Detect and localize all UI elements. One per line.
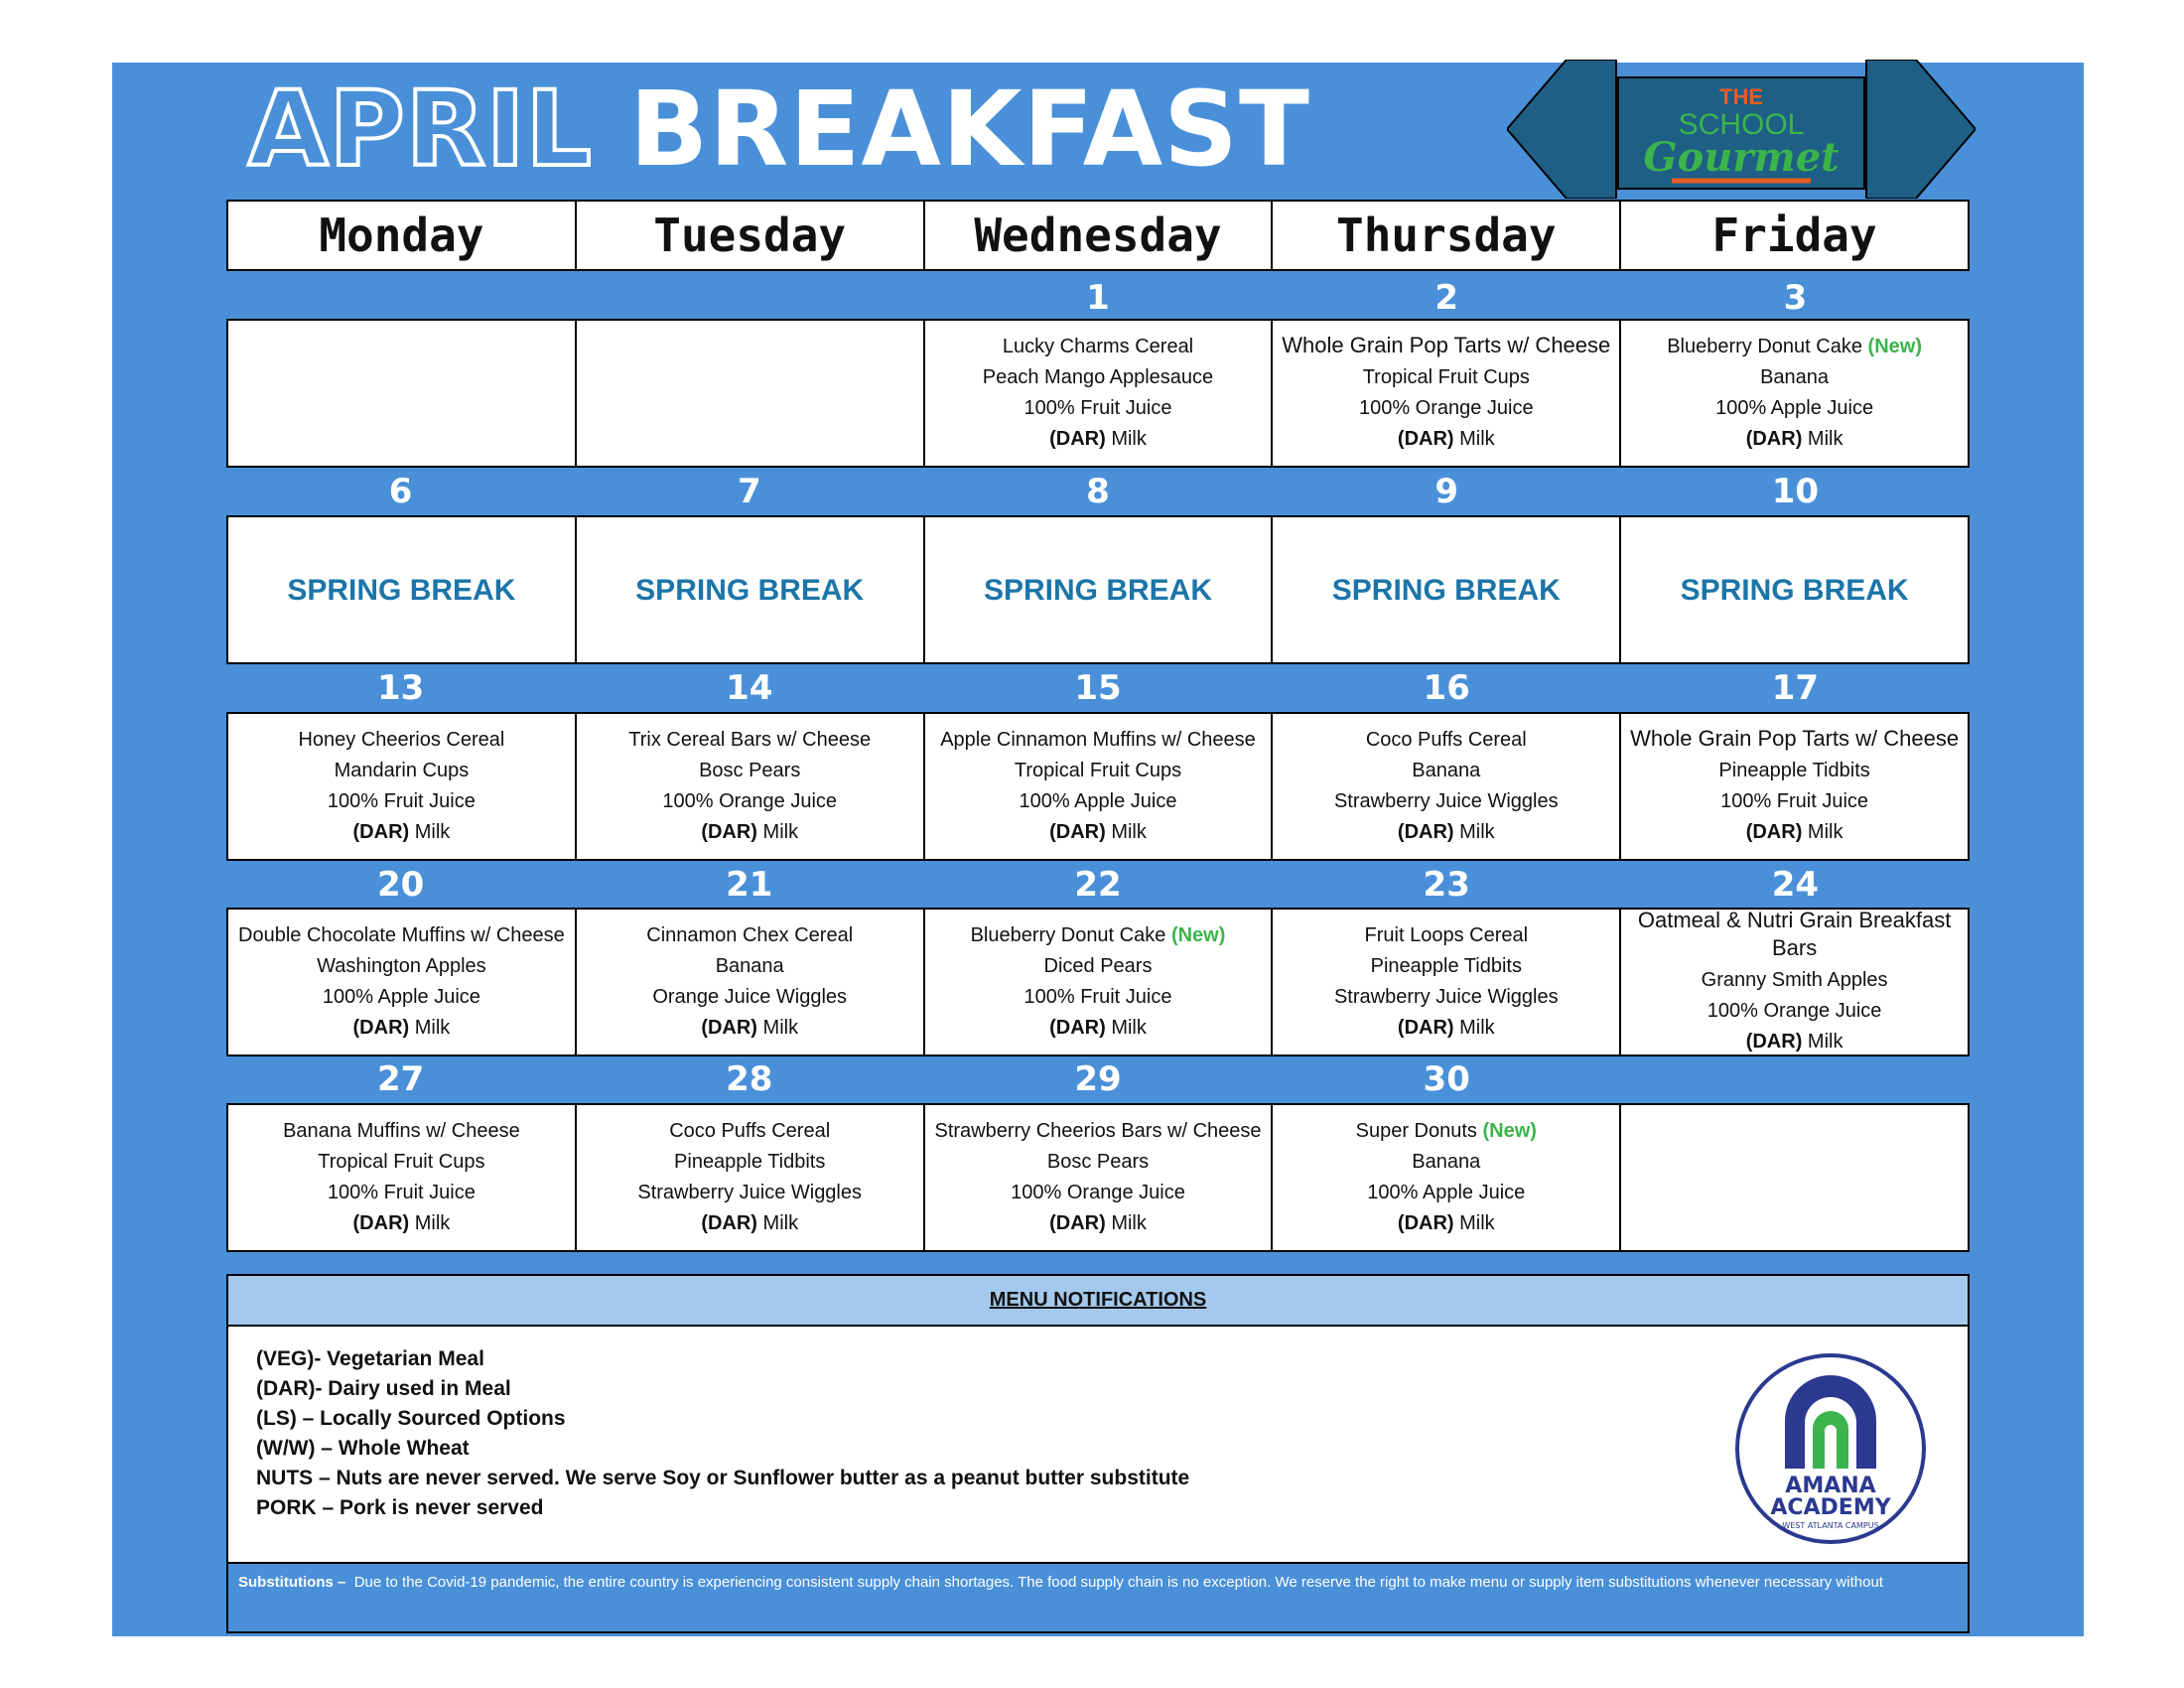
menu-item (940, 725, 1256, 756)
menu-item-text: Double Chocolate Muffins w/ Cheese (238, 924, 565, 946)
menu-item-text: 100% Fruit Juice (327, 1182, 476, 1203)
date-number: 7 (737, 472, 761, 511)
date-number-row (226, 668, 1970, 708)
substitutions-note (226, 1562, 1970, 1633)
notification-line: (VEG)- Vegetarian Meal (256, 1347, 484, 1370)
menu-cell (1273, 714, 1621, 859)
menu-main-item: Oatmeal & Nutri Grain Breakfast Bars (1637, 910, 1952, 960)
menu-cell (1621, 910, 1968, 1055)
menu-item (701, 1208, 798, 1239)
menu-item (971, 920, 1226, 951)
menu-item (1334, 786, 1559, 817)
menu-item (283, 1116, 520, 1147)
menu-item-text: 100% Apple Juice (322, 986, 480, 1008)
menu-cell (228, 321, 577, 466)
menu-item-text: 100% Fruit Juice (1024, 986, 1172, 1008)
menu-week-row (226, 319, 1970, 468)
menu-item (1398, 1208, 1495, 1239)
menu-cell (925, 1105, 1274, 1250)
menu-item-text: Strawberry Juice Wiggles (1333, 986, 1559, 1008)
date-number: 8 (1086, 472, 1110, 511)
amana-campus: WEST ATLANTA CAMPUS (1782, 1521, 1879, 1530)
menu-item (1356, 1116, 1537, 1147)
menu-item-text: Tropical Fruit Cups (318, 1151, 485, 1173)
menu-cell (577, 910, 925, 1055)
menu-item (1371, 951, 1522, 982)
amana-academy-logo (1733, 1351, 1928, 1546)
menu-item (328, 1178, 476, 1208)
dar-tag: (DAR) (1397, 428, 1454, 450)
menu-item (1746, 424, 1843, 455)
menu-cell (1621, 714, 1968, 859)
logo-gourmet: Gourmet (1643, 134, 1840, 181)
menu-item (628, 725, 871, 756)
menu-item-text: Trix Cereal Bars w/ Cheese (628, 729, 872, 751)
spring-break-label: SPRING BREAK (287, 573, 516, 607)
menu-item-text: Apple Cinnamon Muffins w/ Cheese (940, 729, 1256, 751)
menu-main-item: Whole Grain Pop Tarts w/ Cheese (1630, 726, 1960, 751)
menu-cell (228, 910, 577, 1055)
menu-item-text: 100% Fruit Juice (1720, 790, 1869, 812)
menu-item-text: Washington Apples (317, 955, 486, 977)
new-badge: (New) (1482, 1120, 1537, 1142)
menu-item-text: Banana (1412, 1151, 1481, 1173)
menu-cell (1273, 1105, 1621, 1250)
dar-tag: (DAR) (701, 1212, 757, 1234)
menu-item (1047, 1147, 1149, 1178)
menu-item (1412, 756, 1480, 786)
menu-item (1049, 817, 1147, 848)
menu-week-row (226, 908, 1970, 1056)
date-number-row (226, 472, 1970, 511)
menu-cell (925, 321, 1274, 466)
date-number: 13 (376, 668, 425, 708)
menu-item-text: Super Donuts (1355, 1120, 1477, 1142)
date-number: 10 (1771, 472, 1820, 511)
menu-item-text: Bosc Pears (699, 760, 801, 781)
menu-item-text: Strawberry Cheerios Bars w/ Cheese (934, 1120, 1262, 1142)
menu-item (1412, 1147, 1480, 1178)
date-number: 27 (376, 1059, 425, 1099)
spring-break-label: SPRING BREAK (983, 573, 1212, 607)
new-badge: (New) (1867, 336, 1922, 357)
menu-item (353, 1013, 451, 1044)
menu-item-text: Milk (1807, 1031, 1843, 1053)
day-monday: Monday (228, 202, 577, 269)
date-number: 2 (1434, 278, 1459, 318)
menu-item (1367, 1178, 1525, 1208)
menu-item (1049, 1208, 1147, 1239)
menu-item-text: Banana (1412, 760, 1481, 781)
menu-item-text: Banana (715, 955, 784, 977)
notification-line: NUTS – Nuts are never served. We serve Soy or Sunflower butter as a peanut butter substitute (256, 1467, 1190, 1489)
menu-item-text: Milk (414, 1212, 451, 1234)
menu-item (353, 817, 451, 848)
dar-tag: (DAR) (1745, 1031, 1803, 1053)
menu-item-text: Pineapple Tidbits (1718, 760, 1870, 781)
notification-line: (LS) – Locally Sourced Options (256, 1407, 566, 1430)
date-number: 9 (1434, 472, 1459, 511)
day-tuesday: Tuesday (577, 202, 925, 269)
menu-item-text: Blueberry Donut Cake (970, 924, 1166, 946)
date-number: 30 (1423, 1059, 1470, 1099)
menu-item (298, 725, 504, 756)
dar-tag: (DAR) (352, 1212, 410, 1234)
menu-cell (577, 321, 925, 466)
menu-item-text: Milk (1459, 1017, 1495, 1039)
menu-item-text: Orange Juice Wiggles (652, 986, 848, 1008)
menu-item (1365, 920, 1529, 951)
menu-week-row (226, 712, 1970, 861)
menu-item (983, 362, 1213, 393)
substitutions-text: Due to the Covid-19 pandemic, the entire country is experiencing consistent supply chain shortages. The food supply chain is no exception. We reserve the right to make menu or supply item substitutions whenever necessary without (353, 1574, 1883, 1591)
menu-item (1359, 393, 1534, 424)
menu-item-text: 100% Fruit Juice (1024, 397, 1172, 419)
menu-cell (577, 1105, 925, 1250)
menu-item-text: Milk (1807, 821, 1843, 843)
menu-item-text: Honey Cheerios Cereal (298, 729, 505, 751)
dar-tag: (DAR) (701, 821, 757, 843)
menu-item (699, 756, 800, 786)
logo-school: SCHOOL (1678, 108, 1805, 141)
menu-cell (1621, 1105, 1968, 1250)
date-number: 6 (388, 472, 413, 511)
menu-item (934, 1116, 1261, 1147)
menu-item-text: Coco Puffs Cereal (669, 1120, 831, 1142)
menu-item-text: Milk (762, 821, 799, 843)
menu-item (323, 982, 480, 1013)
notifications-title: MENU NOTIFICATIONS (226, 1274, 1970, 1327)
menu-item (701, 817, 798, 848)
substitutions-label: Substitutions – (238, 1574, 346, 1591)
menu-item (328, 786, 476, 817)
menu-item-text: 100% Apple Juice (1367, 1182, 1526, 1203)
day-friday: Friday (1711, 209, 1877, 262)
menu-item (674, 1147, 825, 1178)
dar-tag: (DAR) (701, 1017, 757, 1039)
menu-cell (1621, 321, 1968, 466)
menu-cell (228, 714, 577, 859)
menu-notifications (226, 1274, 1970, 1633)
menu-item (652, 982, 847, 1013)
menu-item (1049, 1013, 1147, 1044)
date-number-row (226, 865, 1970, 905)
menu-item-text: Milk (1807, 428, 1843, 450)
menu-item-text: 100% Fruit Juice (327, 790, 476, 812)
menu-item-text: 100% Orange Juice (1706, 1000, 1882, 1022)
menu-item (1746, 817, 1843, 848)
menu-item-text: Banana Muffins w/ Cheese (283, 1120, 520, 1142)
dar-tag: (DAR) (1397, 1017, 1454, 1039)
menu-item-text: Pineapple Tidbits (674, 1151, 826, 1173)
date-number: 24 (1771, 865, 1820, 905)
spring-break-label: SPRING BREAK (1331, 573, 1561, 607)
menu-item-text: Peach Mango Applesauce (982, 366, 1214, 388)
day-wednesday: Wednesday (925, 202, 1274, 269)
menu-item-text: Granny Smith Apples (1701, 969, 1888, 991)
menu-item (662, 786, 837, 817)
menu-item-text: 100% Orange Juice (662, 790, 838, 812)
dar-tag: (DAR) (1745, 821, 1803, 843)
dar-tag: (DAR) (1049, 1017, 1106, 1039)
menu-item (1746, 1027, 1843, 1055)
menu-item (1044, 951, 1153, 982)
date-number: 3 (1783, 278, 1808, 318)
title-month: APRIL (248, 69, 593, 190)
menu-item (1024, 393, 1172, 424)
menu-cell (1621, 517, 1968, 662)
date-number: 1 (1086, 278, 1110, 318)
new-badge: (New) (1170, 924, 1226, 946)
menu-item-text: Milk (414, 821, 451, 843)
menu-item (646, 920, 853, 951)
menu-item-text: Diced Pears (1043, 955, 1153, 977)
logo-the: THE (1719, 84, 1763, 109)
notification-line: (W/W) – Whole Wheat (256, 1437, 470, 1460)
menu-cell (925, 517, 1274, 662)
menu-item (1363, 362, 1530, 393)
menu-item-text: Milk (1111, 428, 1147, 450)
date-number: 15 (1074, 668, 1122, 708)
menu-item-text: Fruit Loops Cereal (1364, 924, 1529, 946)
menu-item-text: Milk (1459, 1212, 1495, 1234)
title-meal: BREAKFAST (628, 69, 1310, 190)
menu-item-text: 100% Apple Juice (1019, 790, 1177, 812)
day-thursday: Thursday (1273, 202, 1621, 269)
school-gourmet-logo (1507, 60, 1976, 199)
date-number (226, 278, 575, 318)
menu-item (1398, 817, 1495, 848)
menu-item-text: Milk (1111, 821, 1147, 843)
dar-tag: (DAR) (1397, 821, 1454, 843)
menu-item-text: Pineapple Tidbits (1370, 955, 1522, 977)
menu-item (238, 920, 565, 951)
date-number: 21 (726, 865, 773, 905)
spring-break-label: SPRING BREAK (1680, 573, 1909, 607)
dar-tag: (DAR) (1745, 428, 1803, 450)
menu-item (1667, 332, 1922, 362)
dar-tag: (DAR) (1049, 821, 1106, 843)
menu-item-text: Milk (1459, 821, 1495, 843)
spring-break-label: SPRING BREAK (635, 573, 865, 607)
menu-item (1366, 725, 1527, 756)
menu-item (317, 951, 485, 982)
menu-item-text: Tropical Fruit Cups (1362, 366, 1530, 388)
menu-item (716, 951, 784, 982)
menu-item (1024, 982, 1172, 1013)
menu-item-text: Tropical Fruit Cups (1014, 760, 1182, 781)
menu-item-text: Milk (1111, 1017, 1147, 1039)
menu-item-text: Banana (1760, 366, 1830, 388)
date-number: 20 (376, 865, 425, 905)
menu-item-text: Cinnamon Chex Cereal (646, 924, 854, 946)
date-number: 22 (1074, 865, 1122, 905)
menu-item (1003, 332, 1193, 362)
menu-item-text: 100% Orange Juice (1011, 1182, 1185, 1203)
menu-item (1707, 996, 1882, 1027)
amana-name2: ACADEMY (1770, 1495, 1891, 1520)
menu-item-text: Strawberry Juice Wiggles (637, 1182, 862, 1203)
menu-item (1720, 786, 1868, 817)
date-number: 29 (1074, 1059, 1122, 1099)
menu-item (637, 1178, 862, 1208)
menu-item-text: 100% Apple Juice (1715, 397, 1874, 419)
menu-cell (577, 714, 925, 859)
dar-tag: (DAR) (1397, 1212, 1454, 1234)
date-number-row (226, 1059, 1970, 1099)
menu-item (1702, 965, 1888, 996)
menu-item-text: Milk (762, 1212, 799, 1234)
menu-item-text: Coco Puffs Cereal (1365, 729, 1527, 751)
date-number: 23 (1423, 865, 1470, 905)
menu-item-text: Lucky Charms Cereal (1002, 336, 1194, 357)
menu-cell (925, 910, 1274, 1055)
dar-tag: (DAR) (352, 1017, 410, 1039)
page-title (248, 69, 1310, 190)
notifications-body (226, 1327, 1970, 1562)
menu-cell (228, 517, 577, 662)
amana-name1: AMANA (1785, 1474, 1876, 1498)
menu-item (1398, 1013, 1495, 1044)
date-number (1621, 1059, 1970, 1099)
menu-item (701, 1013, 798, 1044)
menu-item (1019, 786, 1176, 817)
menu-cell (1273, 321, 1621, 466)
date-number: 28 (726, 1059, 773, 1099)
menu-item-text: Milk (414, 1017, 451, 1039)
dar-tag: (DAR) (352, 821, 410, 843)
date-number: 16 (1423, 668, 1470, 708)
menu-item-text: 100% Orange Juice (1358, 397, 1534, 419)
menu-item-text: Milk (1459, 428, 1495, 450)
menu-item (335, 756, 470, 786)
menu-item (669, 1116, 830, 1147)
date-number (575, 278, 923, 318)
dar-tag: (DAR) (1049, 1212, 1106, 1234)
date-number-row (226, 278, 1970, 318)
menu-item (1049, 424, 1147, 455)
menu-cell (925, 714, 1274, 859)
menu-item-text: Milk (762, 1017, 799, 1039)
menu-item (318, 1147, 484, 1178)
menu-item (1715, 393, 1873, 424)
dar-tag: (DAR) (1049, 428, 1106, 450)
menu-item-text: Blueberry Donut Cake (1667, 336, 1862, 357)
menu-item (1760, 362, 1829, 393)
menu-main-item: Whole Grain Pop Tarts w/ Cheese (1282, 333, 1611, 357)
notification-line: (DAR)- Dairy used in Meal (256, 1377, 511, 1400)
menu-cell (1273, 910, 1621, 1055)
menu-cell (1273, 517, 1621, 662)
menu-item-text: Milk (1111, 1212, 1147, 1234)
menu-cell (228, 1105, 577, 1250)
menu-week-row (226, 1103, 1970, 1252)
menu-cell (577, 517, 925, 662)
menu-item (1718, 756, 1869, 786)
menu-item-text: Bosc Pears (1046, 1151, 1150, 1173)
menu-item (1015, 756, 1181, 786)
menu-item (1334, 982, 1559, 1013)
menu-week-row (226, 515, 1970, 664)
menu-item (1398, 424, 1495, 455)
menu-item (353, 1208, 451, 1239)
menu-item-text: Mandarin Cups (334, 760, 470, 781)
menu-item-text: Strawberry Juice Wiggles (1333, 790, 1559, 812)
menu-item (1011, 1178, 1185, 1208)
weekday-header (226, 200, 1970, 271)
notification-line: PORK – Pork is never served (256, 1496, 544, 1519)
date-number: 17 (1771, 668, 1820, 708)
date-number: 14 (726, 668, 773, 708)
